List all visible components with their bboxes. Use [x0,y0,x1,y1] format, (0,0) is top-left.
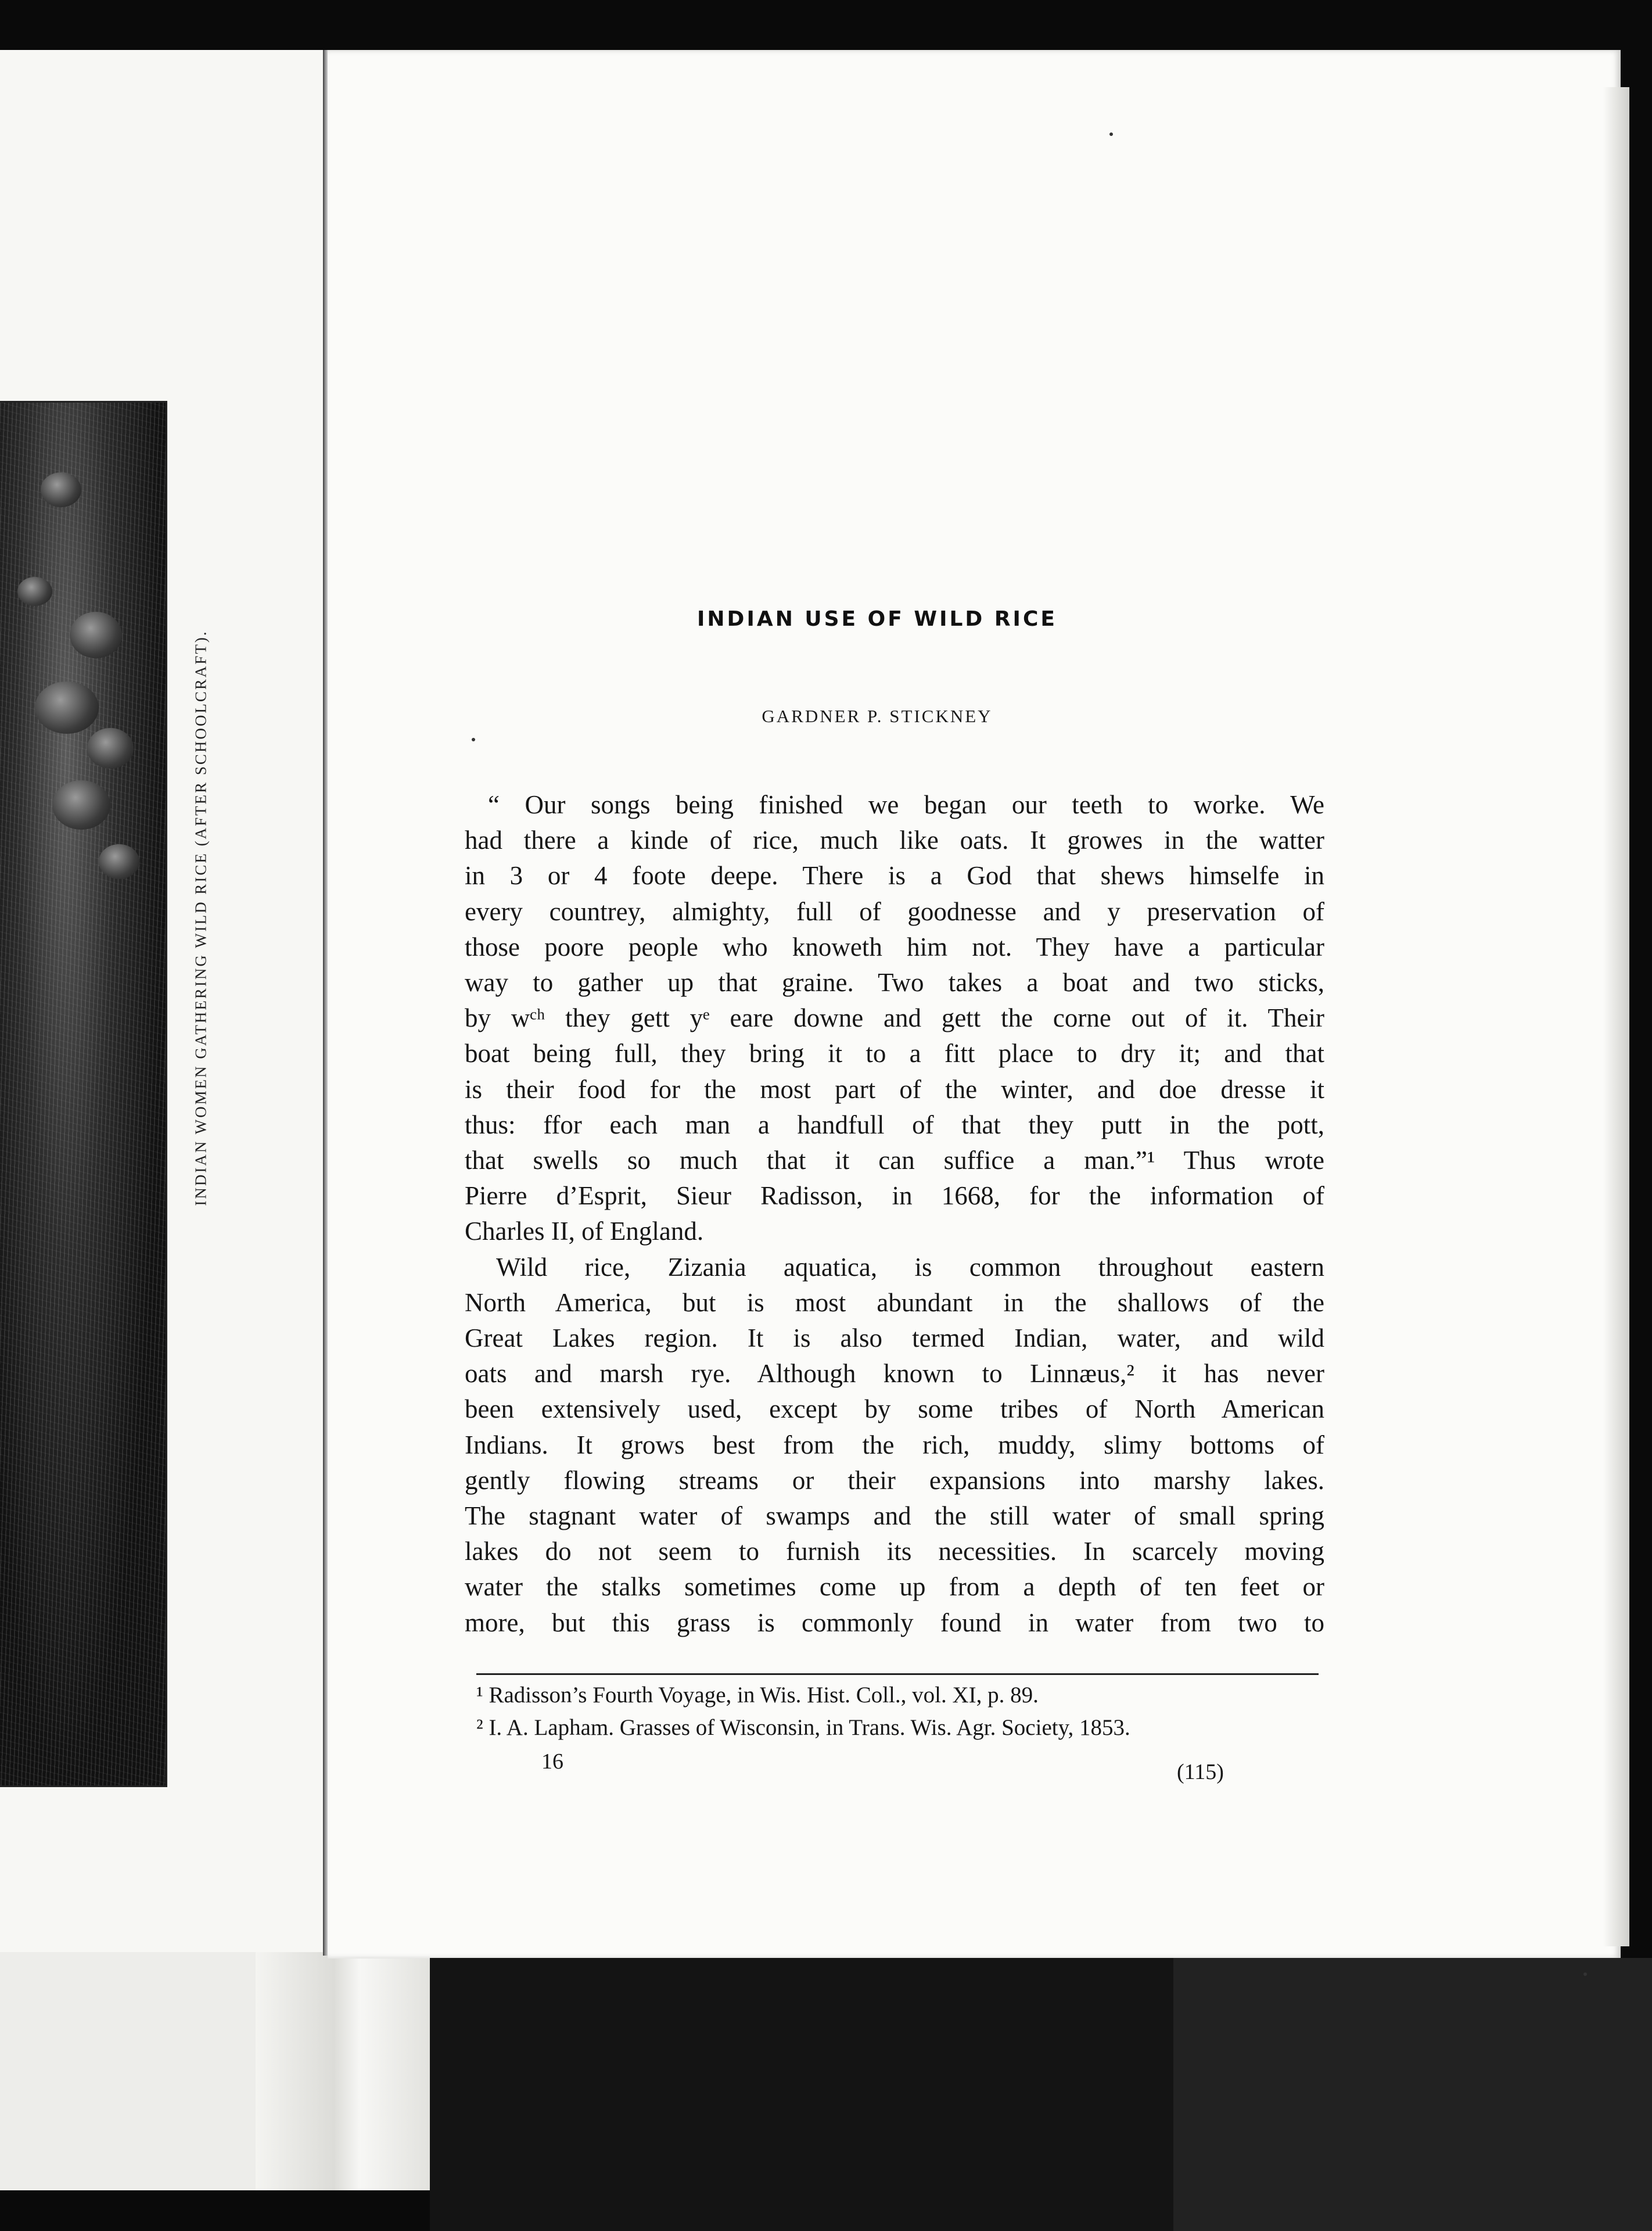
body-line: by wᶜʰ they gett yᵉ eare downe and gett the corne out of it. Their [465,1003,1324,1033]
body-line: water the stalks sometimes come up from a depth of ten feet or [465,1572,1324,1602]
body-line: Wild rice, Zizania aquatica, is common throughout eastern [496,1252,1324,1282]
plate-caption: INDIAN WOMEN GATHERING WILD RICE (AFTER SCHOOLCRAFT). [192,630,210,1206]
article-body [465,787,1324,1641]
engraving-leaf [52,780,110,830]
article-title: INDIAN USE OF WILD RICE [697,607,1057,631]
body-line: every countrey, almighty, full of goodnesse and y preservation of [465,896,1324,926]
body-line: been extensively used, except by some tribes of North American [465,1394,1324,1424]
footnote-1: ¹ Radisson’s Fourth Voyage, in Wis. Hist. Coll., vol. XI, p. 89. [476,1683,1039,1708]
body-line: those poore people who knoweth him not. They have a particular [465,932,1324,962]
body-line: gently flowing streams or their expansions into marshy lakes. [465,1465,1324,1495]
body-line: had there a kinde of rice, much like oats. It growes in the watter [465,826,1324,855]
body-line: way to gather up that graine. Two takes a boat and two sticks, [465,968,1324,998]
engraving-leaf [17,577,52,606]
body-line-last: Charles II, of England. [465,1217,704,1246]
engraving-leaf [35,682,99,734]
engraving-leaf [87,728,134,769]
footnote-rule [476,1673,1319,1675]
engraving-leaf [70,612,122,658]
body-line: that swells so much that it can suffice a man.”¹ Thus wrote [465,1146,1324,1175]
page-edge-curl [1603,87,1629,1946]
page-number: (115) [1177,1760,1224,1784]
dark-background-shade [1173,1958,1652,2231]
body-line: boat being full, they bring it to a fitt place to dry it; and that [465,1039,1324,1068]
body-line: Pierre d’Esprit, Sieur Radisson, in 1668, for the information of [465,1181,1324,1211]
scan-speck [1109,132,1113,136]
body-line: thus: ffor each man a handfull of that they putt in the pott, [465,1110,1324,1139]
body-line: Indians. It grows best from the rich, muddy, slimy bottoms of [465,1430,1324,1459]
footnote-2: ² I. A. Lapham. Grasses of Wisconsin, in Trans. Wis. Agr. Society, 1853. [476,1715,1130,1740]
engraving-leaf [41,472,81,507]
body-line: “ Our songs being finished we began our teeth to worke. We [488,790,1324,819]
engraving-illustration [0,401,167,1787]
body-line: more, but this grass is commonly found in water from two to [465,1608,1324,1637]
body-line: Great Lakes region. It is also termed Indian, water, and wild [465,1323,1324,1353]
article-author: GARDNER P. STICKNEY [762,706,993,726]
footnotes [476,1679,1324,1744]
body-line: is their food for the most part of the winter, and doe dresse it [465,1074,1324,1104]
scan-speck [472,738,475,741]
body-line: The stagnant water of swamps and the still water of small spring [465,1501,1324,1531]
scan-speck [1583,1972,1587,1976]
body-line: oats and marsh rye. Although known to Linnæus,² it has never [465,1359,1324,1389]
body-line: in 3 or 4 foote deepe. There is a God that shews himselfe in [465,861,1324,891]
engraving-leaf [99,844,139,879]
body-line: North America, but is most abundant in the shallows of the [465,1287,1324,1317]
signature-mark: 16 [541,1749,563,1774]
body-line: lakes do not seem to furnish its necessities. In scarcely moving [465,1537,1324,1566]
binding-strip [256,1952,430,2190]
page-gutter [323,50,328,1956]
